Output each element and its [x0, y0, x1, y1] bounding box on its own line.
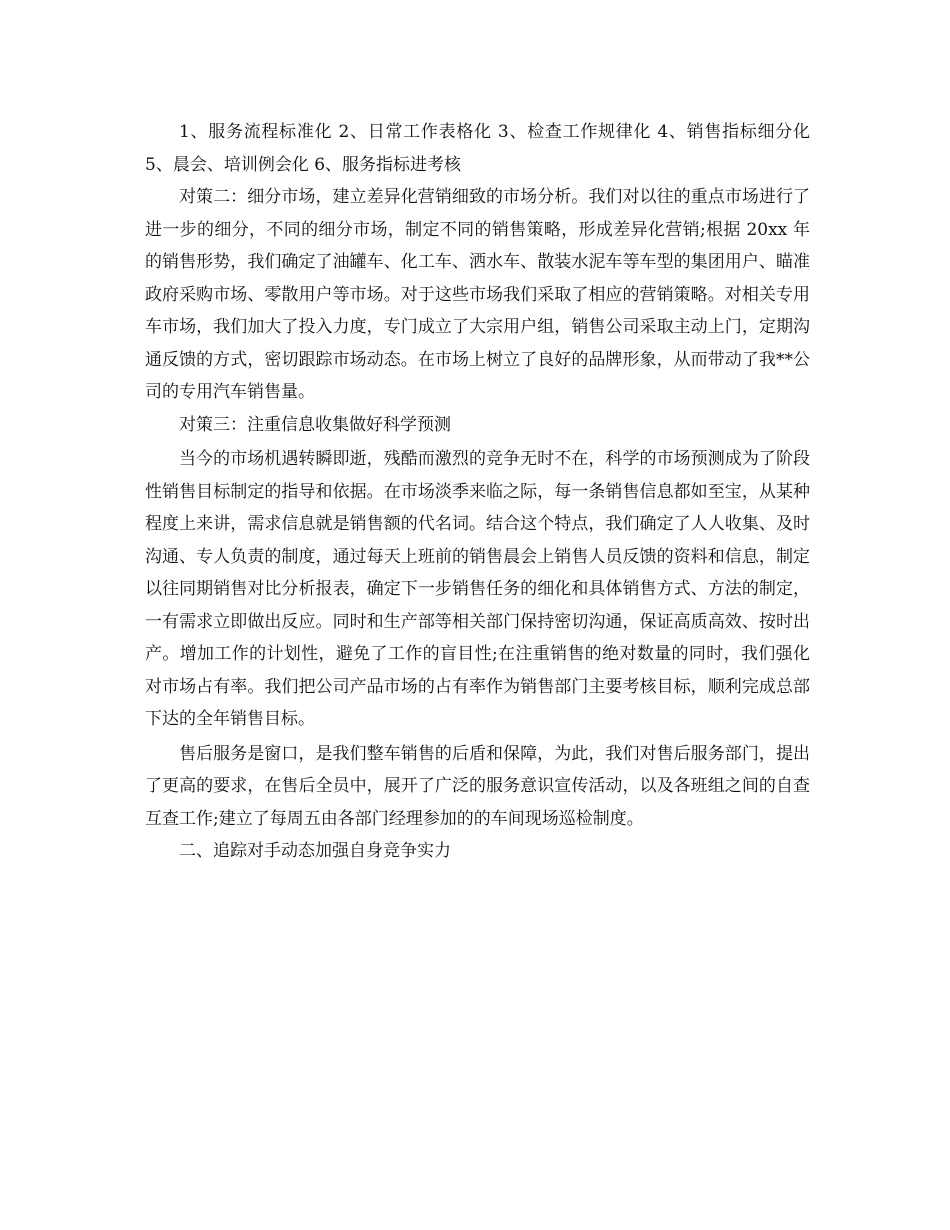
section-heading-competition: 二、追踪对手动态加强自身竞争实力	[179, 841, 451, 861]
paragraph-service-standards: 1、服务流程标准化 2、日常工作表格化 3、检查工作规律化 4、销售指标细分化 5、晨会、培训例会化 6、服务指标进考核	[145, 122, 810, 175]
paragraph-strategy-two: 对策二：细分市场，建立差异化营销细致的市场分析。我们对以往的重点市场进行了进一步的细分，不同的细分市场，制定不同的销售策略，形成差异化营销;根据 20xx 年的销售形势，我们确定了油罐车、化工车、洒水车、散装水泥车等车型的集团用户、瞄准政府采购市场、零散用户等市场。对于这些市场我们采取了相应的营销策略。对相关专用车市场，我们加大了投入力度，专门成立了大宗用户组，销售公司采取主动上门，定期沟通反馈的方式，密切跟踪市场动态。在市场上树立了良好的品牌形象，从而带动了我**公司的专用汽车销售量。	[145, 187, 810, 402]
document-body	[145, 116, 810, 868]
paragraph-market-forecast: 当今的市场机遇转瞬即逝，残酷而激烈的竞争无时不在，科学的市场预测成为了阶段性销售目标制定的指导和依据。在市场淡季来临之际，每一条销售信息都如至宝，从某种程度上来讲，需求信息就是销售额的代名词。结合这个特点，我们确定了人人收集、及时沟通、专人负责的制度，通过每天上班前的销售晨会上销售人员反馈的资料和信息，制定以往同期销售对比分析报表，确定下一步销售任务的细化和具体销售方式、方法的制定，一有需求立即做出反应。同时和生产部等相关部门保持密切沟通，保证高质高效、按时出产。增加工作的计划性，避免了工作的盲目性;在注重销售的绝对数量的同时，我们强化对市场占有率。我们把公司产品市场的占有率作为销售部门主要考核目标，顺利完成总部下达的全年销售目标。	[145, 449, 810, 729]
heading-strategy-three: 对策三：注重信息收集做好科学预测	[179, 414, 451, 435]
paragraph-after-sales: 售后服务是窗口，是我们整车销售的后盾和保障，为此，我们对售后服务部门，提出了更高的要求，在售后全员中，展开了广泛的服务意识宣传活动，以及各班组之间的自查互查工作;建立了每周五由各部门经理参加的的车间现场巡检制度。	[145, 743, 810, 829]
